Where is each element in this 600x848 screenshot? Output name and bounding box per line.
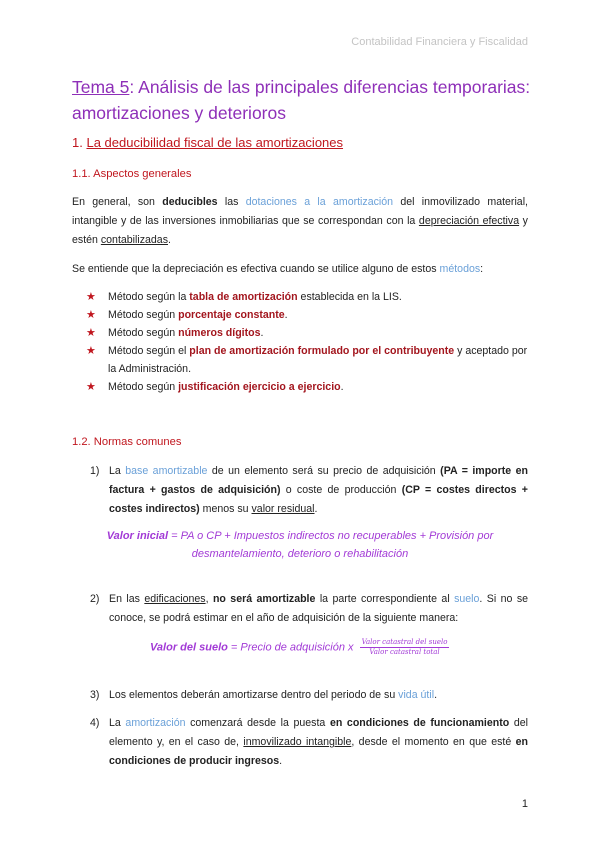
page-title <box>72 74 532 126</box>
running-header: Contabilidad Financiera y Fiscalidad <box>351 36 528 48</box>
list-item: ★ Método según la tabla de amortización establecida en la LIS. <box>86 288 528 306</box>
list-item: ★ Método según porcentaje constante. <box>86 306 528 324</box>
star-icon: ★ <box>86 309 96 321</box>
list-item: ★ Método según el plan de amortización formulado por el contribuyente y aceptado por la Administración. <box>86 342 528 378</box>
numbered-item-3: 3) Los elementos deberán amortizarse dentro del periodo de su vida útil. <box>90 689 438 701</box>
page-number: 1 <box>521 798 528 810</box>
star-icon: ★ <box>86 381 96 393</box>
subsection-heading-common-rules: 1.2. Normas comunes <box>72 436 182 448</box>
paragraph-deductible: En general, son deducibles las dotaciones a la amortización del inmovilizado material, intangible y de las inversiones inmobiliarias que se correspondan con la depreciación efectiva y estén contabilizadas. <box>72 196 528 246</box>
star-icon: ★ <box>86 327 96 339</box>
topic-number: Tema 5 <box>72 77 130 97</box>
list-item: ★ Método según números dígitos. <box>86 324 528 342</box>
section-heading <box>72 135 343 150</box>
methods-list <box>86 288 528 396</box>
star-icon: ★ <box>86 291 96 303</box>
formula-initial-value: Valor inicial = PA o CP + Impuestos indirectos no recuperables + Provisión por desmantelamiento, deterioro o rehabilitación <box>106 530 494 560</box>
subsection-heading-general: 1.1. Aspectos generales <box>72 168 192 180</box>
numbered-item-1: 1) La base amortizable de un elemento será su precio de adquisición (PA = importe en factura + gastos de adquisición) o coste de producción (CP = costes directos + costes indirectos) menos su valor residual. <box>90 465 529 515</box>
section-number: 1. <box>72 135 87 150</box>
formula-land-value: Valor del suelo = Precio de adquisición x $\frac{\text{Valor catastral del suelo}}{\text{Valor catastral total}}$ <box>150 638 448 656</box>
fraction: $\frac{\text{Valor catastral del suelo}}{\text{Valor catastral total}}$ <box>361 638 448 656</box>
section-title: La deducibilidad fiscal de las amortizaciones <box>86 135 344 150</box>
list-item: ★ Método según justificación ejercicio a ejercicio. <box>86 378 528 396</box>
numbered-item-4: 4) La amortización comenzará desde la puesta en condiciones de funcionamiento del elemento y, en el caso de, inmovilizado intangible, desde el momento en que esté en condiciones de producir ingresos. <box>90 717 528 767</box>
paragraph-methods: Se entiende que la depreciación es efectiva cuando se utilice alguno de estos métodos: <box>72 263 484 275</box>
numbered-item-2: 2) En las edificaciones, no será amortizable la parte correspondiente al suelo. Si no se conoce, se podrá estimar en el año de adquisición de la siguiente manera: <box>90 593 529 624</box>
topic-title: : Análisis de las principales diferencias temporarias: amortizaciones y deterioros <box>72 77 531 123</box>
star-icon: ★ <box>86 345 96 357</box>
